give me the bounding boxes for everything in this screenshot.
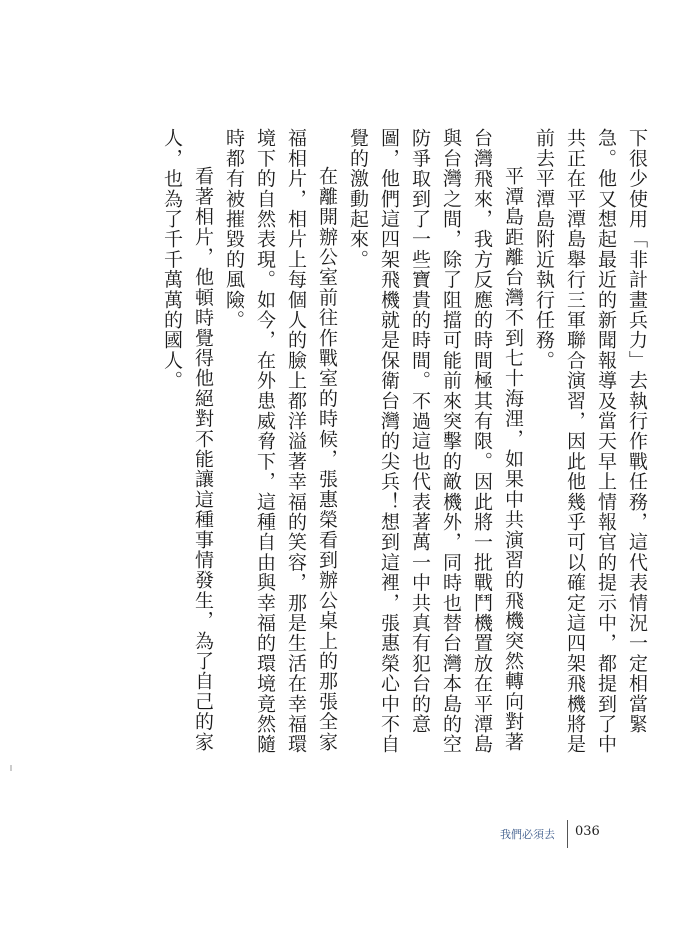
paragraph-3: 在離開辦公室前往作戰室的時候，張惠榮看到辦公桌上的那張全家福相片，相片上每個人的臉上都洋溢著幸福的笑容，那是生活在幸福環境下的自然表現。如今，在外患威脅下，這種自由與幸福的環境竟然隨時都有被摧毀的風險。 (223, 128, 338, 755)
page-footer (500, 820, 660, 850)
page-number: 036 (575, 824, 600, 839)
paragraph-2: 平潭島距離台灣不到七十海浬，如果中共演習的飛機突然轉向對著台灣飛來，我方反應的時間極其有限。因此將一批戰鬥機置放在平潭島與台灣之間，除了阻擋可能前來突擊的敵機外，同時也替台灣本島的空防爭取到了一些寶貴的時間。不過這也代表著萬一中共真有犯台的意圖，他們這四架飛機就是保衛台灣的尖兵！想到這裡，張惠榮心中不自覺的激動起來。 (347, 128, 524, 755)
margin-mark (10, 765, 12, 771)
vertical-text-body (112, 128, 652, 768)
paragraph-1: 下很少使用「非計畫兵力」去執行作戰任務，這代表情況一定相當緊急。他又想起最近的新聞報導及當天早上情報官的提示中，都提到了中共正在平潭島舉行三軍聯合演習，因此他幾乎可以確定這四架飛機將是前去平潭島附近執行任務。 (533, 128, 648, 755)
paragraph-4: 看著相片，他頓時覺得他絕對不能讓這種事情發生，為了自己的家人，也為了千千萬萬的國人。 (161, 128, 214, 752)
running-title: 我們必須去 (500, 828, 555, 841)
footer-divider (567, 820, 568, 848)
